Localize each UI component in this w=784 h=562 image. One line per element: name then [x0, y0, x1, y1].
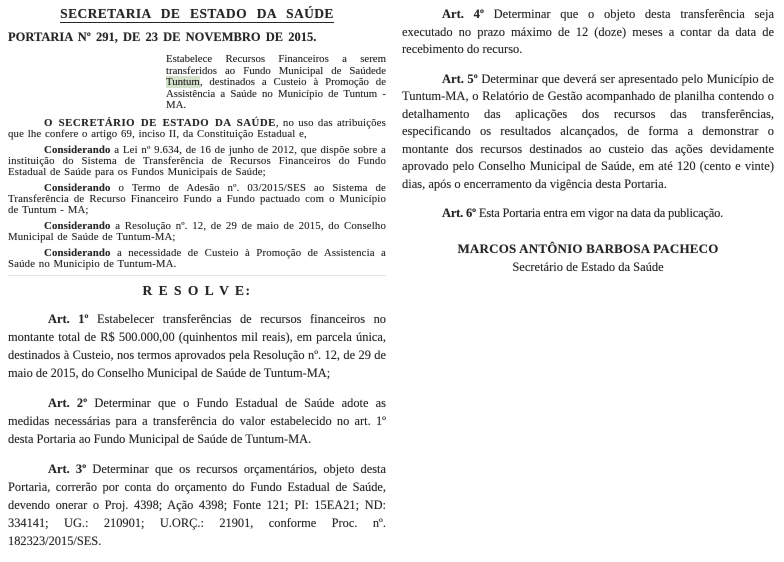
- considerando-paragraph-1: [8, 145, 386, 178]
- article-text: Determinar que o objeto desta transferência seja executado no prazo máximo de 12 (doze) meses a contar da data de recebimento do recurso.: [402, 7, 774, 56]
- ementa-summary: [166, 54, 386, 112]
- portaria-number-line: PORTARIA Nº 291, DE 23 DE NOVEMBRO DE 2015.: [8, 30, 317, 44]
- considerando-text: a Lei nº 9.634, de 16 de junho de 2012, que dispõe sobre a instituição do Sistema de Transferência de Recursos Financeiros do Fundo Estadual de Saúde para os Fundos Municipais de Saúde;: [8, 143, 386, 178]
- considerando-lead: Considerando: [44, 219, 111, 232]
- article-text: Determinar que os recursos orçamentários, objeto desta Portaria, correrão por conta do orçamento do Fundo Estadual de Saúde, devendo onerar o Proj. 4398; Ação 4398; Fonte 121; PI: 15EA21; ND: 334141; UG.: 210901; U.ORÇ.: 21901, conforme Proc. nº. 182323/2015/SES.: [8, 461, 386, 548]
- ementa-text-post: , destinados a Custeio à Promoção de Assistência a Saúde no Município de Tuntum - MA.: [166, 76, 386, 111]
- ementa-text-pre: Estabelece Recursos Financeiros a serem transferidos ao Fundo Municipal de Saúdede: [166, 53, 386, 77]
- article-text: Estabelecer transferências de recursos financeiros no montante total de R$ 500.000,00 (quinhentos mil reais), em parcela única, destinados à Custeio, nos termos aprovados pela Resolução nº. 12, de 29 de maio de 2015, do Conselho Municipal de Saúde de Tuntum-MA;: [8, 311, 386, 380]
- preamble-lead: O SECRETÁRIO DE ESTADO DA SAÚDE: [44, 116, 276, 129]
- considerando-paragraph-2: [8, 183, 386, 216]
- considerando-lead: Considerando: [44, 143, 111, 156]
- article-2-paragraph: [8, 394, 386, 448]
- right-column: [402, 6, 774, 275]
- article-text: Esta Portaria entra em vigor na data da publicação.: [475, 206, 724, 220]
- article-number: Art. 2º: [48, 395, 88, 410]
- considerando-text: a necessidade de Custeio à Promoção de Assistencia a Saúde no Municipio de Tuntum-MA.: [8, 246, 386, 270]
- article-5-paragraph: [402, 71, 774, 194]
- signature-role: Secretário de Estado da Saúde: [512, 259, 664, 274]
- article-4-paragraph: [402, 6, 774, 59]
- considerando-lead: Considerando: [44, 181, 111, 194]
- article-number: Art. 5º: [442, 71, 478, 86]
- considerando-paragraph-4: [8, 248, 386, 270]
- article-number: Art. 3º: [48, 461, 87, 476]
- article-text: Determinar que deverá ser apresentado pelo Município de Tuntum-MA, o Relatório de Gestão acompanhado de planilha contendo o detalhamento das aplicações dos recursos das transferências, especificando os resultados alcançados, de forma a demonstrar o montante dos recursos destinados ao custeio das ações devidamente aprovado pelo Conselho Municipal de Saúde, em até 120 (cento e vinte) dias, após o encerramento da vigência desta Portaria.: [402, 71, 774, 191]
- considerando-text: a Resolução nº. 12, de 29 de maio de 2015, do Conselho Municipal de Saúde de Tuntum-MA;: [8, 219, 386, 243]
- considerando-text: o Termo de Adesão nº. 03/2015/SES ao Sistema de Transferência de Recurso Financeiro Fundo a Fundo pactuado com o Município de Tuntum - MA;: [8, 181, 386, 216]
- article-number: Art. 6º: [442, 206, 476, 220]
- highlighted-term: Tuntum: [166, 76, 200, 88]
- article-text: Determinar que o Fundo Estadual de Saúde adote as medidas necessárias para a transferência do valor estabelecido no art. 1º desta Portaria ao Fundo Municipal de Saúde de Tuntum-MA.: [8, 395, 386, 446]
- preamble-rest: , no uso das atribuições que lhe confere o artigo 69, inciso II, da Constituição Estadual e,: [8, 116, 386, 140]
- considerando-paragraph-3: [8, 221, 386, 243]
- scan-fold-line: [8, 275, 386, 276]
- considerando-lead: Considerando: [44, 246, 111, 259]
- article-6-paragraph: [402, 205, 774, 223]
- article-number: Art. 1º: [48, 311, 89, 326]
- document-title-text: SECRETARIA DE ESTADO DA SAÚDE: [60, 6, 334, 21]
- document-title: [8, 6, 386, 22]
- preamble-paragraph: [8, 118, 386, 140]
- article-1-paragraph: [8, 310, 386, 382]
- resolve-heading: R E S O L V E:: [142, 282, 252, 298]
- article-number: Art. 4º: [442, 7, 484, 21]
- article-3-paragraph: [8, 460, 386, 550]
- left-column: [8, 6, 386, 562]
- signature-name: MARCOS ANTÔNIO BARBOSA PACHECO: [457, 240, 719, 256]
